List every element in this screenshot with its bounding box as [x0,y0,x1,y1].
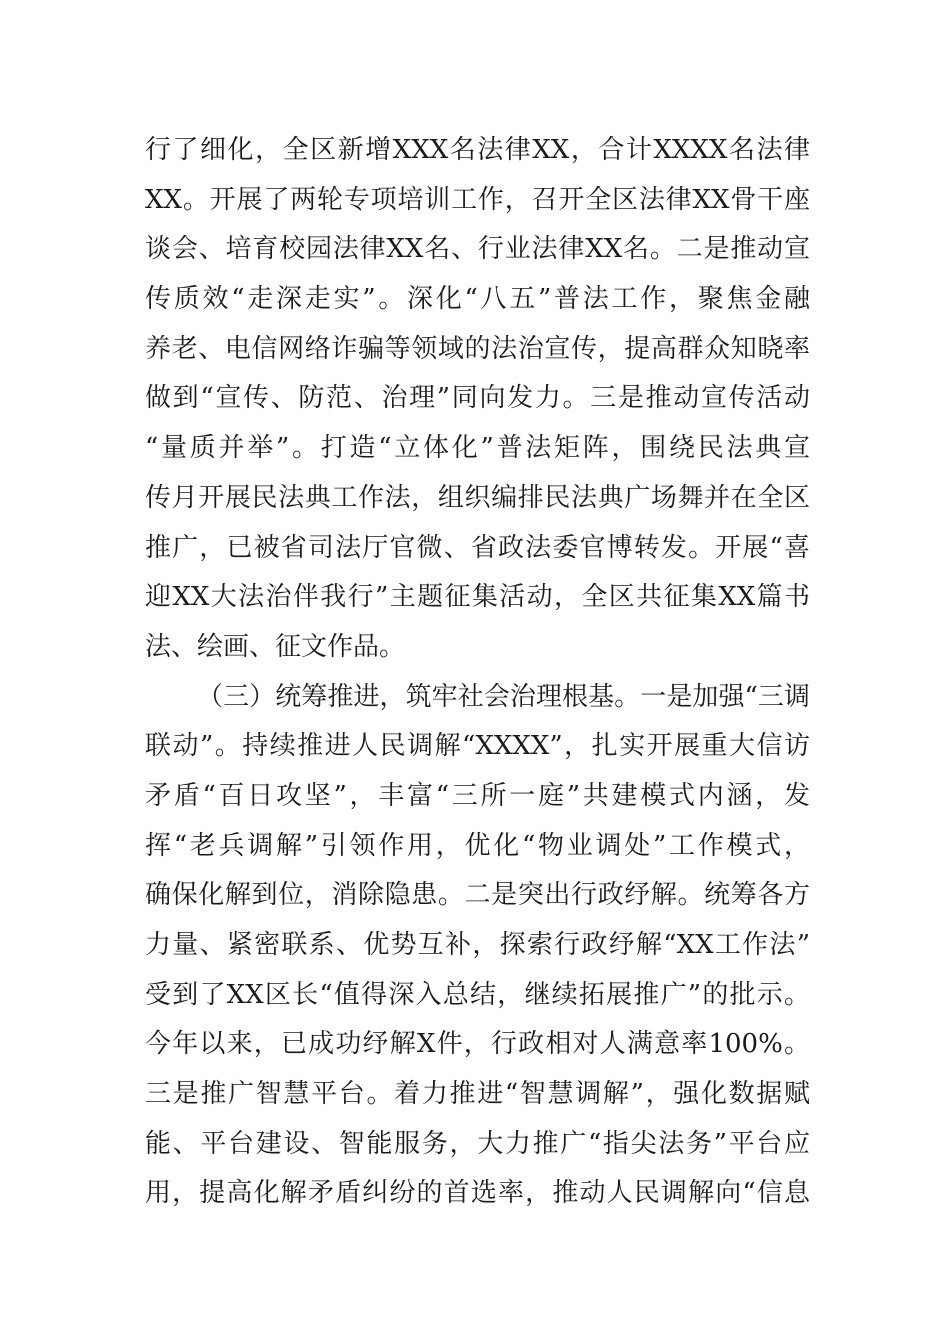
text-line: 行了细化，全区新增XXX名法律XX，合计XXXX名法律 [145,135,810,165]
text-line [145,1219,810,1269]
text-line: 法、绘画、征文作品。 [145,631,406,662]
text-line: 养老、电信网络诈骗等领域的法治宣传，提高群众知晓率 [145,333,810,364]
text-line: 联动”。持续推进人民调解“XXXX”，扎实开展重大信访 [145,731,810,762]
text-line: 三是推广智慧平台。着力推进“智慧调解”，强化数据赋 [145,1079,810,1110]
text-line: 用，提高化解矛盾纠纷的首选率，推动人民调解向“信息 [145,1178,810,1209]
text-line: 做到“宣传、防范、治理”同向发力。三是推动宣传活动 [145,383,810,414]
section-heading-line: （三）统筹推进，筑牢社会治理根基。一是加强“三调 [197,681,810,712]
text-line: 受到了XX区长“值得深入总结，继续拓展推广”的批示。 [145,979,810,1010]
text-line: XX。开展了两轮专项培训工作，召开全区法律XX骨干座 [145,184,810,215]
paragraph-section-three-social-governance [145,673,810,1269]
text-line: 谈会、培育校园法律XX名、行业法律XX名。二是推动宣 [145,234,810,265]
paragraph-legal-publicity-continued [145,126,810,673]
text-line: 传质效“走深走实”。深化“八五”普法工作，聚焦金融 [145,284,810,315]
text-line: “量质并举”。打造“立体化”普法矩阵，围绕民法典宣 [145,433,810,464]
text-line: 矛盾“百日攻坚”，丰富“三所一庭”共建模式内涵，发 [145,780,810,811]
text-line: 力量、紧密联系、优势互补，探索行政纾解“XX工作法” [145,930,810,960]
text-line: 能、平台建设、智能服务，大力推广“指尖法务”平台应 [145,1128,810,1159]
text-line: 推广，已被省司法厅官微、省政法委官博转发。开展“喜 [145,532,810,563]
text-line: 挥“老兵调解”引领作用，优化“物业调处”工作模式， [145,830,810,861]
text-line: 确保化解到位，消除隐患。二是突出行政纾解。统筹各方 [145,880,810,911]
text-line: 今年以来，已成功纾解X件，行政相对人满意率100%。 [145,1029,810,1060]
text-line: 迎XX大法治伴我行”主题征集活动，全区共征集XX篇书 [145,582,810,613]
text-line: 传月开展民法典工作法，组织编排民法典广场舞并在全区 [145,482,810,513]
document-body [145,126,810,1269]
